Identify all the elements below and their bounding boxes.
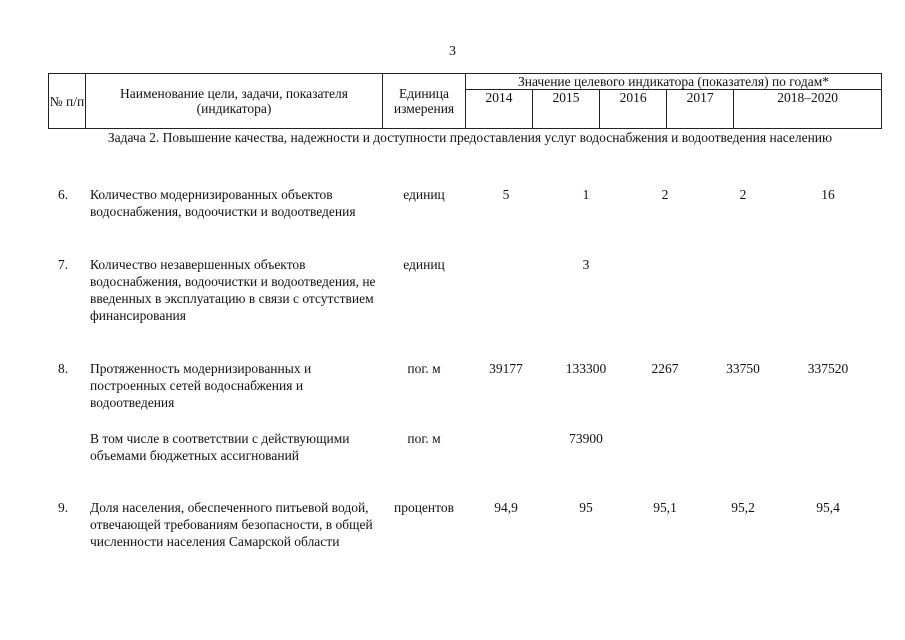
- row-name: Количество незавершенных объектов водоснабжения, водоочистки и водоотведения, не введенных в эксплуатацию в связи с отсутствием финансирования: [90, 257, 376, 323]
- row-number: 8.: [58, 361, 69, 376]
- row-unit: пог. м: [407, 431, 441, 446]
- row-value-2017: 95,2: [731, 500, 755, 515]
- row-number: 9.: [58, 500, 69, 515]
- row-value-2015: 3: [582, 257, 590, 272]
- row-value-2015: 73900: [569, 431, 603, 446]
- row-value-2014: 5: [502, 187, 510, 202]
- header-year: 2015: [533, 90, 600, 129]
- row-value-2018-2020: 337520: [807, 361, 849, 376]
- header-year: 2014: [466, 90, 533, 129]
- row-name: В том числе в соответствии с действующими объемами бюджетных ассигнований: [90, 431, 350, 463]
- header-year: 2016: [600, 90, 667, 129]
- row-value-2015: 95: [579, 500, 593, 515]
- row-value-2016: 2267: [651, 361, 679, 376]
- row-value-2017: 2: [739, 187, 747, 202]
- row-name: Протяженность модернизированных и построенных сетей водоснабжения и водоотведения: [90, 361, 312, 410]
- row-unit: процентов: [393, 500, 454, 515]
- row-value-2014: 39177: [489, 361, 523, 376]
- row-unit: единиц: [403, 187, 445, 202]
- header-year: 2018–2020: [734, 90, 882, 129]
- page-number: 3: [449, 44, 456, 59]
- row-unit: пог. м: [407, 361, 441, 376]
- row-value-2017: 33750: [726, 361, 760, 376]
- row-value-2018-2020: 95,4: [816, 500, 840, 515]
- table-header: [48, 73, 882, 129]
- row-value-2014: 94,9: [494, 500, 518, 515]
- row-unit: единиц: [403, 257, 445, 272]
- header-year: 2017: [667, 90, 734, 129]
- row-value-2016: 2: [661, 187, 669, 202]
- row-value-2016: 95,1: [653, 500, 677, 515]
- header-col-num: № п/п: [49, 74, 86, 129]
- row-name: Количество модернизированных объектов водоснабжения, водоочистки и водоотведения: [90, 187, 356, 219]
- row-value-2015: 133300: [565, 361, 607, 376]
- header-col-name: Наименование цели, задачи, показателя (индикатора): [86, 74, 383, 129]
- header-col-values: Значение целевого индикатора (показателя) по годам*: [466, 74, 882, 90]
- row-number: 6.: [58, 187, 69, 202]
- row-value-2018-2020: 16: [821, 187, 835, 202]
- row-number: 7.: [58, 257, 69, 272]
- header-col-unit: Единица измерения: [383, 74, 466, 129]
- row-value-2015: 1: [582, 187, 590, 202]
- task-title: Задача 2. Повышение качества, надежности и доступности предоставления услуг водоснабжения и водоотведения населению: [107, 130, 833, 145]
- row-name: Доля населения, обеспеченного питьевой водой, отвечающей требованиям безопасности, в общей численности населения Самарской области: [90, 500, 373, 549]
